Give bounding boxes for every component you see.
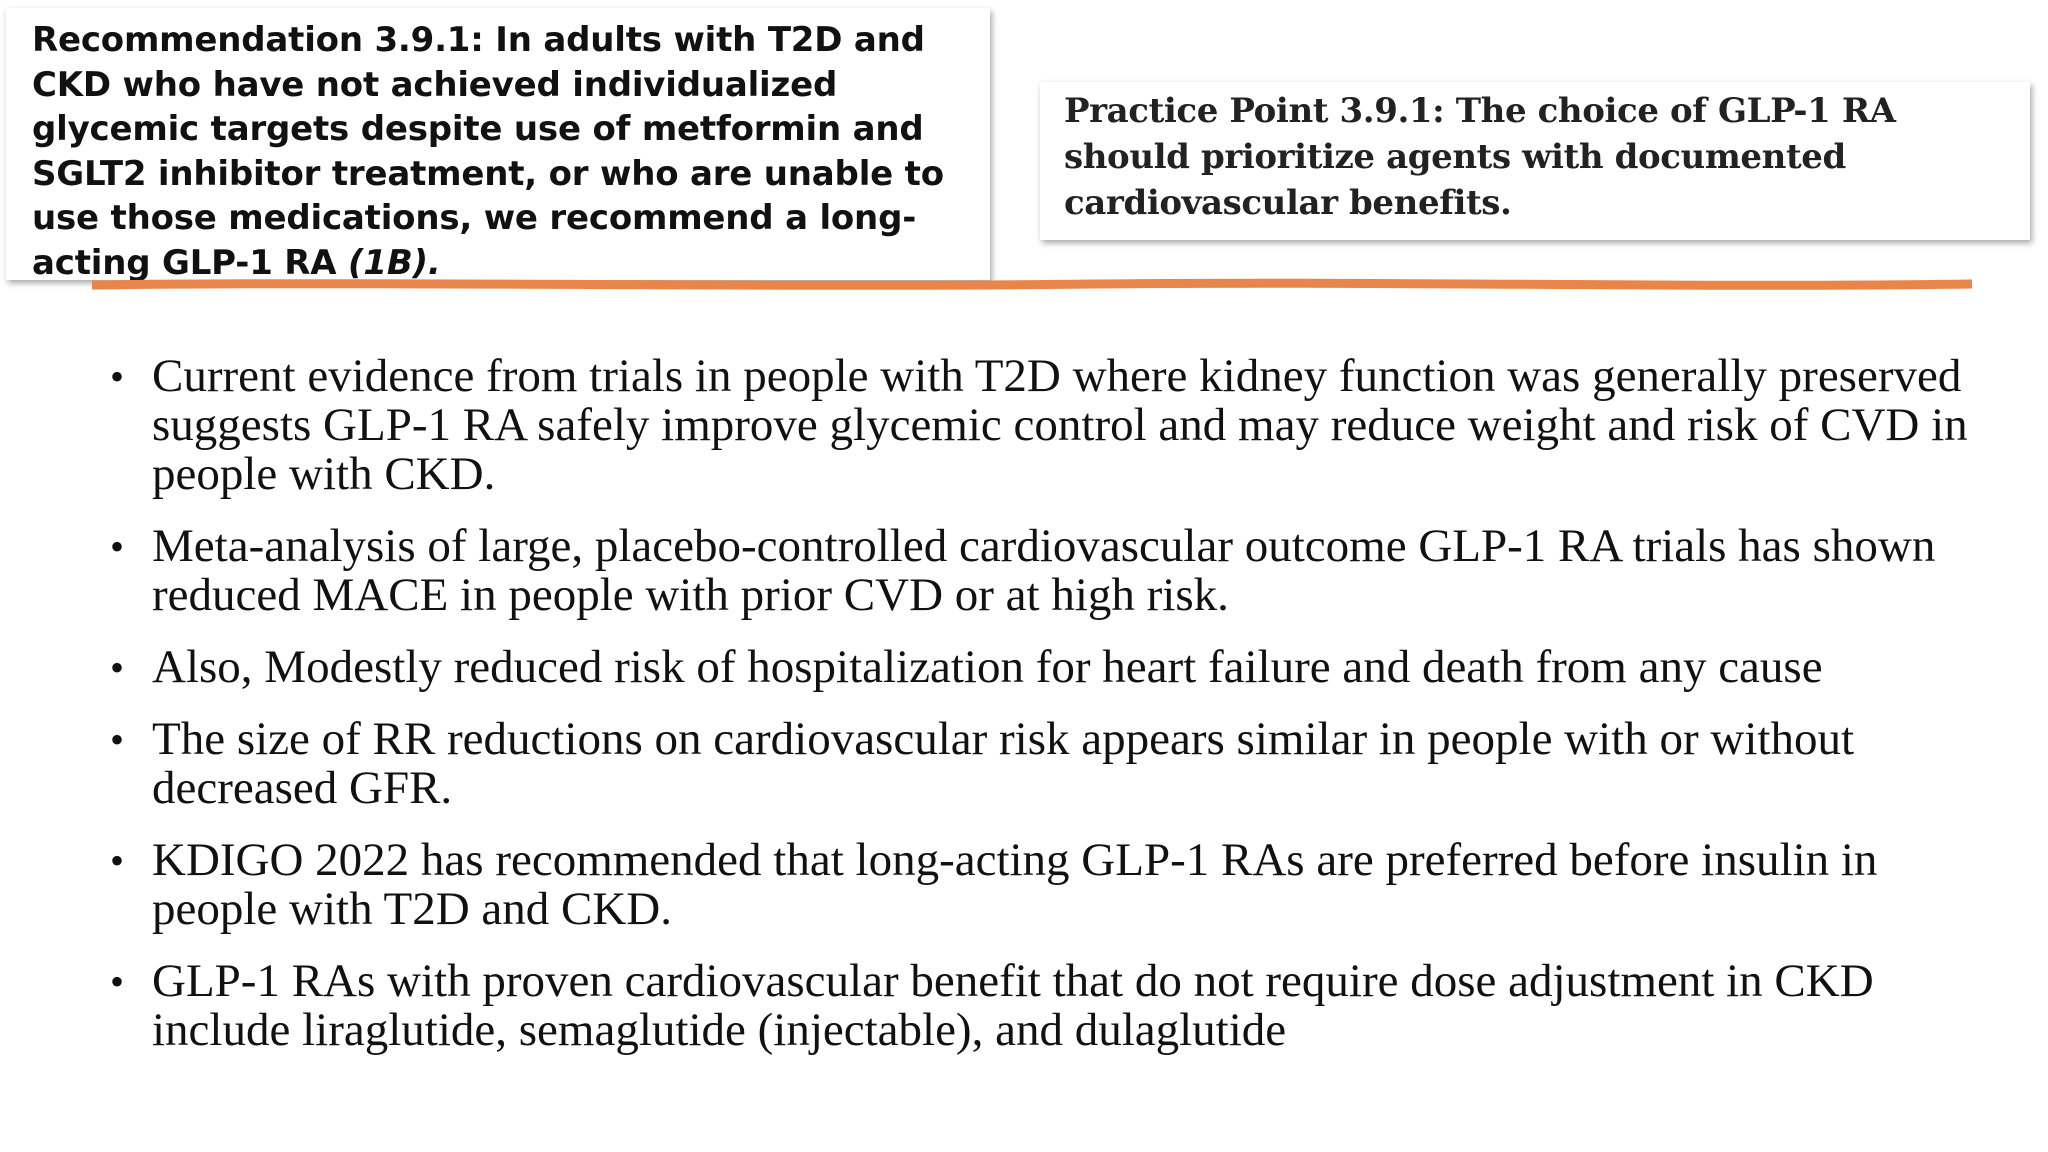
bullet-item-6 [110,957,2010,1055]
bullet-icon: • [110,959,125,1004]
bullet-text: The size of RR reductions on cardiovascular risk appears similar in people with or without decreased GFR. [152,713,1855,814]
bullet-icon: • [110,717,125,762]
recommendation-box [6,8,990,280]
bullet-text: KDIGO 2022 has recommended that long-acting GLP-1 RAs are preferred before insulin in people with T2D and CKD. [152,834,1878,935]
recommendation-text [32,18,976,280]
practice-point-box [1040,82,2030,240]
bullet-item-4 [110,715,2010,813]
bullet-text: Also, Modestly reduced risk of hospitalization for heart failure and death from any cause [152,641,1823,693]
bullet-item-3 [110,643,2010,692]
bullet-text: Meta-analysis of large, placebo-controlled cardiovascular outcome GLP-1 RA trials has shown reduced MACE in people with prior CVD or at high risk. [152,520,1936,621]
recommendation-body: Recommendation 3.9.1: In adults with T2D and CKD who have not achieved individualized glycemic targets despite use of metformin and SGLT2 inhibitor treatment, or who are unable to use those medications, we recommend a long-acting GLP-1 RA [32,20,944,280]
bullet-list [110,352,2010,1078]
bullet-item-1 [110,352,2010,499]
bullet-text: GLP-1 RAs with proven cardiovascular benefit that do not require dose adjustment in CKD include liraglutide, semaglutide (injectable), and dulaglutide [152,955,1874,1056]
practice-point-text: Practice Point 3.9.1: The choice of GLP-1 RA should prioritize agents with documented cardiovascular benefits. [1064,91,1896,223]
recommendation-grade: (1B). [348,242,441,280]
bullet-item-5 [110,836,2010,934]
bullet-icon: • [110,838,125,883]
bullet-item-2 [110,522,2010,620]
bullet-icon: • [110,524,125,569]
bullet-icon: • [110,354,125,399]
bullet-icon: • [110,645,125,690]
orange-divider-line [92,276,1972,294]
bullet-text: Current evidence from trials in people with T2D where kidney function was generally preserved suggests GLP-1 RA safely improve glycemic control and may reduce weight and risk of CVD in people with CKD. [152,350,1968,500]
